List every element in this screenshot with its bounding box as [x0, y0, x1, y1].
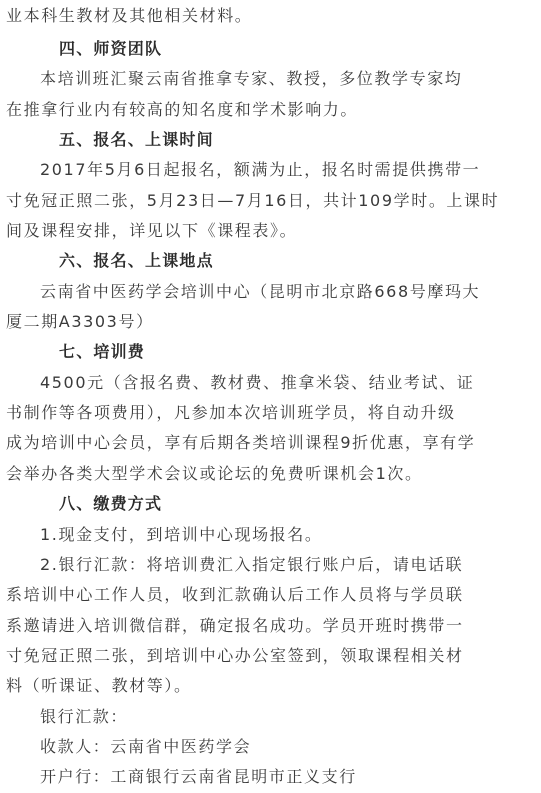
section-heading-location: 六、报名、上课地点	[59, 251, 214, 270]
paragraph-line: 云南省中医药学会培训中心（昆明市北京路668号摩玛大	[40, 282, 481, 301]
bank-branch-line: 开户行：工商银行云南省昆明市正义支行	[40, 767, 357, 786]
paragraph-line: 系培训中心工作人员，收到汇款确认后工作人员将与学员联	[6, 585, 464, 604]
paragraph-line: 在推拿行业内有较高的知名度和学术影响力。	[6, 100, 359, 119]
paragraph-line: 厦二期A3303号）	[6, 312, 154, 331]
paragraph-line: 书制作等各项费用），凡参加本次培训班学员，将自动升级	[6, 403, 456, 422]
paragraph-line: 间及课程安排，详见以下《课程表》。	[6, 221, 298, 240]
paragraph-line: 寸免冠正照二张，5月23日—7月16日，共计109学时。上课时	[6, 191, 500, 210]
bank-transfer-label: 银行汇款：	[40, 707, 129, 726]
section-heading-faculty: 四、师资团队	[59, 39, 163, 58]
payee-line: 收款人：云南省中医药学会	[40, 737, 252, 756]
paragraph-line: 4500元（含报名费、教材费、推拿米袋、结业考试、证	[40, 373, 475, 392]
section-heading-fee: 七、培训费	[59, 342, 146, 361]
paragraph-line: 寸免冠正照二张，到培训中心办公室签到，领取课程相关材	[6, 646, 464, 665]
paragraph-line: 料（听课证、教材等）。	[6, 676, 192, 695]
paragraph-line: 成为培训中心会员，享有后期各类培训课程9折优惠，享有学	[6, 433, 476, 452]
paragraph-line: 2.银行汇款：将培训费汇入指定银行账户后，请电话联	[40, 555, 464, 574]
paragraph-line: 系邀请进入培训微信群，确定报名成功。学员开班时携带一	[6, 616, 464, 635]
paragraph-line: 1.现金支付，到培训中心现场报名。	[40, 525, 323, 544]
section-heading-payment: 八、缴费方式	[59, 494, 163, 513]
paragraph-line: 会举办各类大型学术会议或论坛的免费听课机会1次。	[6, 464, 423, 483]
paragraph-line: 2017年5月6日起报名，额满为止，报名时需提供携带一	[40, 160, 481, 179]
paragraph-line: 业本科生教材及其他相关材料。	[6, 6, 253, 25]
section-heading-schedule: 五、报名、上课时间	[59, 130, 214, 149]
paragraph-line: 本培训班汇聚云南省推拿专家、教授，多位教学专家均	[40, 69, 463, 88]
